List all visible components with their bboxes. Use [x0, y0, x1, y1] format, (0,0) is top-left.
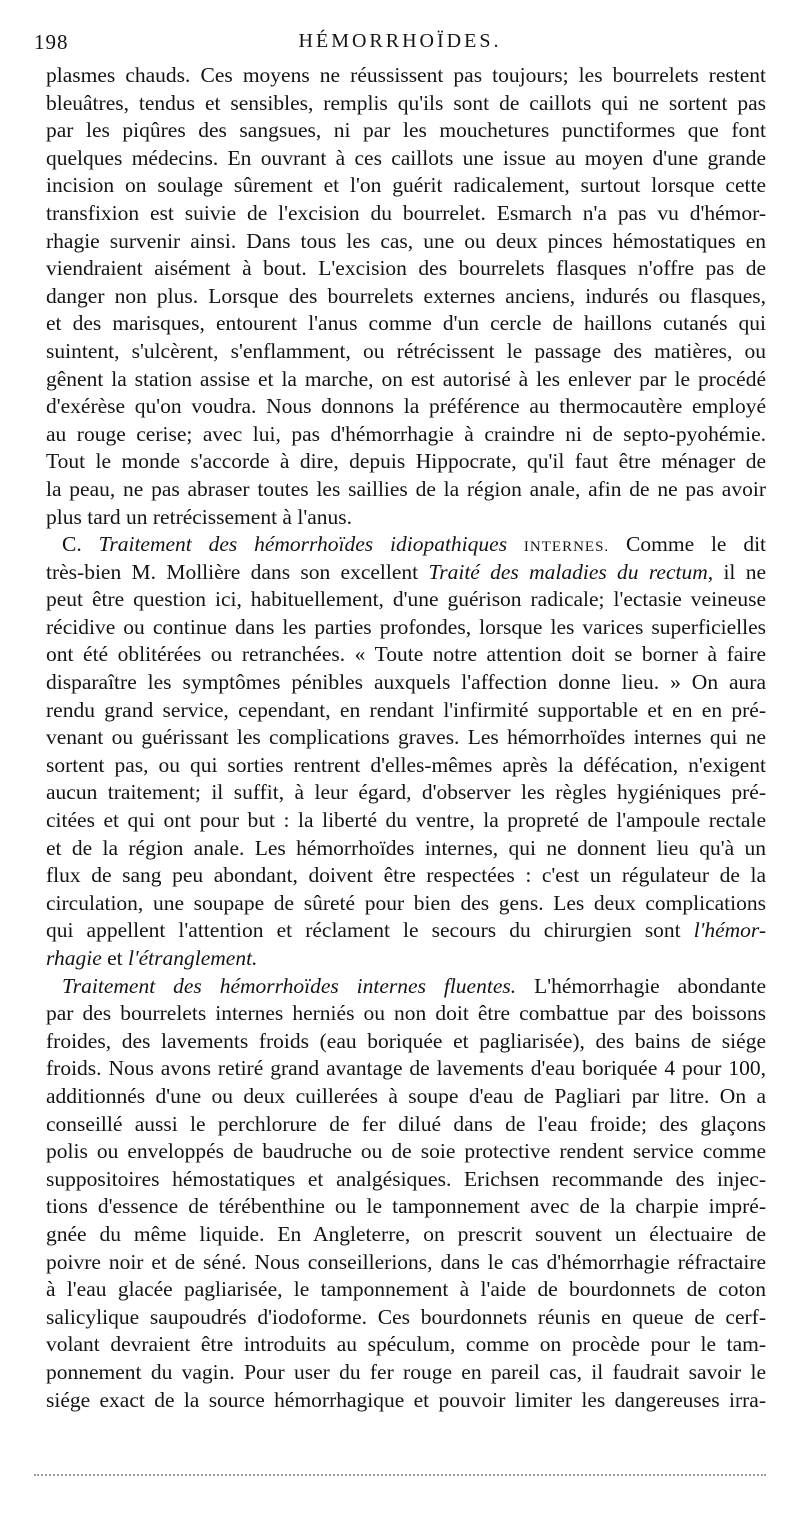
text-line: rendu grand service, cependant, en rendant l'infirmité supportable et en en pré-: [46, 697, 766, 722]
text-line: tions d'essence de térébenthine ou le tamponnement avec de la charpie impré-: [46, 1194, 766, 1219]
text-line: la peau, ne pas abraser toutes les saillies de la région anale, afin de ne pas avoir: [46, 476, 766, 501]
text-line: et des marisques, entourent l'anus comme d'un cercle de haillons cutanés qui: [46, 311, 766, 336]
text-line: rhagie survenir ainsi. Dans tous les cas, une ou deux pinces hémostatiques en: [46, 228, 766, 253]
text-line: d'exérèse qu'on voudra. Nous donnons la préférence au thermocautère employé: [46, 394, 766, 419]
text-line: transfixion est suivie de l'excision du bourrelet. Esmarch n'a pas vu d'hémor-: [46, 200, 766, 225]
page-number: 198: [34, 30, 69, 54]
text-line: suppositoires hémostatiques et analgésiques. Erichsen recommande des injec-: [46, 1166, 766, 1191]
book-title-reference: Traité des maladies du rectum,: [428, 559, 714, 584]
text-line: sortent pas, ou qui sorties rentrent d'elles-mêmes après la défécation, n'exigent: [46, 752, 766, 777]
paragraph-2-lines: [46, 586, 766, 917]
text-line: aucun traitement; il suffit, à leur égard, d'observer les règles hygiéniques pré-: [46, 780, 766, 805]
text-line: par les piqûres des sangsues, ni par les mouchetures punctiformes que font: [46, 118, 766, 143]
text-line: volant devraient être introduits au spéculum, comme on procède pour le tam-: [46, 1332, 766, 1357]
text-line: ont été oblitérées ou retranchées. « Toute notre attention doit se borner à faire: [46, 642, 766, 667]
text-line: froides, des lavements froids (eau boriquée et pagliarisée), des bains de siége: [46, 1028, 766, 1053]
text-line: suintent, s'ulcèrent, s'enflamment, ou rétrécissent le passage des matières, ou: [46, 338, 766, 363]
text-line: et de la région anale. Les hémorrhoïdes internes, qui ne donnent lieu qu'à un: [46, 835, 766, 860]
text-line: siége exact de la source hémorrhagique et pouvoir limiter les dangereuses irra-: [46, 1387, 766, 1412]
text-line: ponnement du vagin. Pour user du fer rouge en pareil cas, il faudrait savoir le: [46, 1359, 766, 1384]
text-line: très-bien M. Mollière dans son excellent Traité des maladies du rectum, il ne: [46, 559, 766, 584]
text-line: peut être question ici, habituellement, d'une guérison radicale; l'ectasie veineuse: [46, 587, 766, 612]
text-line: circulation, une soupape de sûreté pour bien des gens. Les deux complications: [46, 890, 766, 915]
paragraph-3-lines: [46, 1000, 766, 1414]
text-line: salicylique saupoudrés d'iodoforme. Ces bourdonnets réunis en queue de cerf-: [46, 1304, 766, 1329]
text-line: plus tard un retrécissement à l'anus.: [46, 504, 352, 529]
section-heading-fluentes: Traitement des hémorrhoïdes internes fluentes. L'hémorrhagie abondante: [62, 973, 766, 998]
paragraph-1: [46, 62, 766, 531]
text-line: conseillé aussi le perchlorure de fer dilué dans de l'eau froide; des glaçons: [46, 1111, 766, 1136]
text-line: plasmes chauds. Ces moyens ne réussissent pas toujours; les bourrelets restent: [46, 63, 766, 87]
text-line: flux de sang peu abondant, doivent être respectées : c'est un régulateur de la: [46, 863, 766, 888]
section-heading-smallcaps: INTERNES.: [523, 539, 610, 556]
text-line: bleuâtres, tendus et sensibles, remplis qu'ils sont de caillots qui ne sortent pas: [46, 90, 766, 115]
page-header: [34, 30, 766, 56]
text-line: récidive ou continue dans les parties profondes, lorsque les varices superficielles: [46, 614, 766, 639]
section-heading-title: Traitement des hémorrhoïdes internes fluentes.: [62, 973, 517, 998]
text-line: gnée du même liquide. En Angleterre, on prescrit souvent un électuaire de: [46, 1221, 766, 1246]
paragraph-3: [46, 973, 766, 1415]
text-line: quelques médecins. En ouvrant à ces caillots une issue au moyen d'une grande: [46, 145, 766, 170]
body-text: [46, 62, 766, 1414]
text-line: poivre noir et de séné. Nous conseillerions, dans le cas d'hémorrhagie réfractaire: [46, 1249, 766, 1274]
text-line: additionnés d'une ou deux cuillerées à soupe d'eau de Pagliari par litre. On a: [46, 1083, 766, 1108]
text-line: venant ou guérissant les complications graves. Les hémorrhoïdes internes qui ne: [46, 725, 766, 750]
text-line: disparaître les symptômes pénibles auxquels l'affection donne lieu. » On aura: [46, 670, 766, 695]
footer-rule: [34, 1474, 766, 1476]
text-line: viendraient aisément à bout. L'excision des bourrelets flasques n'offre pas de: [46, 256, 766, 281]
text-line: au rouge cerise; avec lui, pas d'hémorrhagie à craindre ni de septo-pyohémie.: [46, 421, 766, 446]
paragraph-2: [46, 531, 766, 973]
text-line: Tout le monde s'accorde à dire, depuis Hippocrate, qu'il faut être ménager de: [46, 449, 766, 474]
text-line: danger non plus. Lorsque des bourrelets externes anciens, indurés ou flasques,: [46, 283, 766, 308]
section-heading-title: Traitement des hémorrhoïdes idiopathiques: [98, 532, 508, 557]
text-line: citées et qui ont pour but : la liberté du ventre, la propreté de l'ampoule rectale: [46, 808, 766, 833]
text-line: qui appellent l'attention et réclament le secours du chirurgien sont l'hémor-: [46, 918, 767, 943]
running-title: HÉMORRHOÏDES.: [298, 30, 502, 52]
text-line: à l'eau glacée pagliarisée, le tamponnement à l'aide de bourdonnets de coton: [46, 1277, 766, 1302]
text-line: froids. Nous avons retiré grand avantage de lavements d'eau boriquée 4 pour 100,: [46, 1056, 766, 1081]
text-line: gênent la station assise et la marche, on est autorisé à les enlever par le procédé: [46, 366, 766, 391]
text-line: rhagie et l'étranglement.: [46, 946, 258, 970]
text-line: par des bourrelets internes herniés ou non doit être combattue par des boissons: [46, 1001, 766, 1026]
text-line: incision on soulage sûrement et l'on guérit radicalement, surtout lorsque cette: [46, 173, 766, 198]
section-heading-c: C. Traitement des hémorrhoïdes idiopathiques INTERNES. Comme le dit: [62, 532, 767, 557]
text-line: polis ou enveloppés de baudruche ou de soie protective rendent service comme: [46, 1139, 766, 1164]
